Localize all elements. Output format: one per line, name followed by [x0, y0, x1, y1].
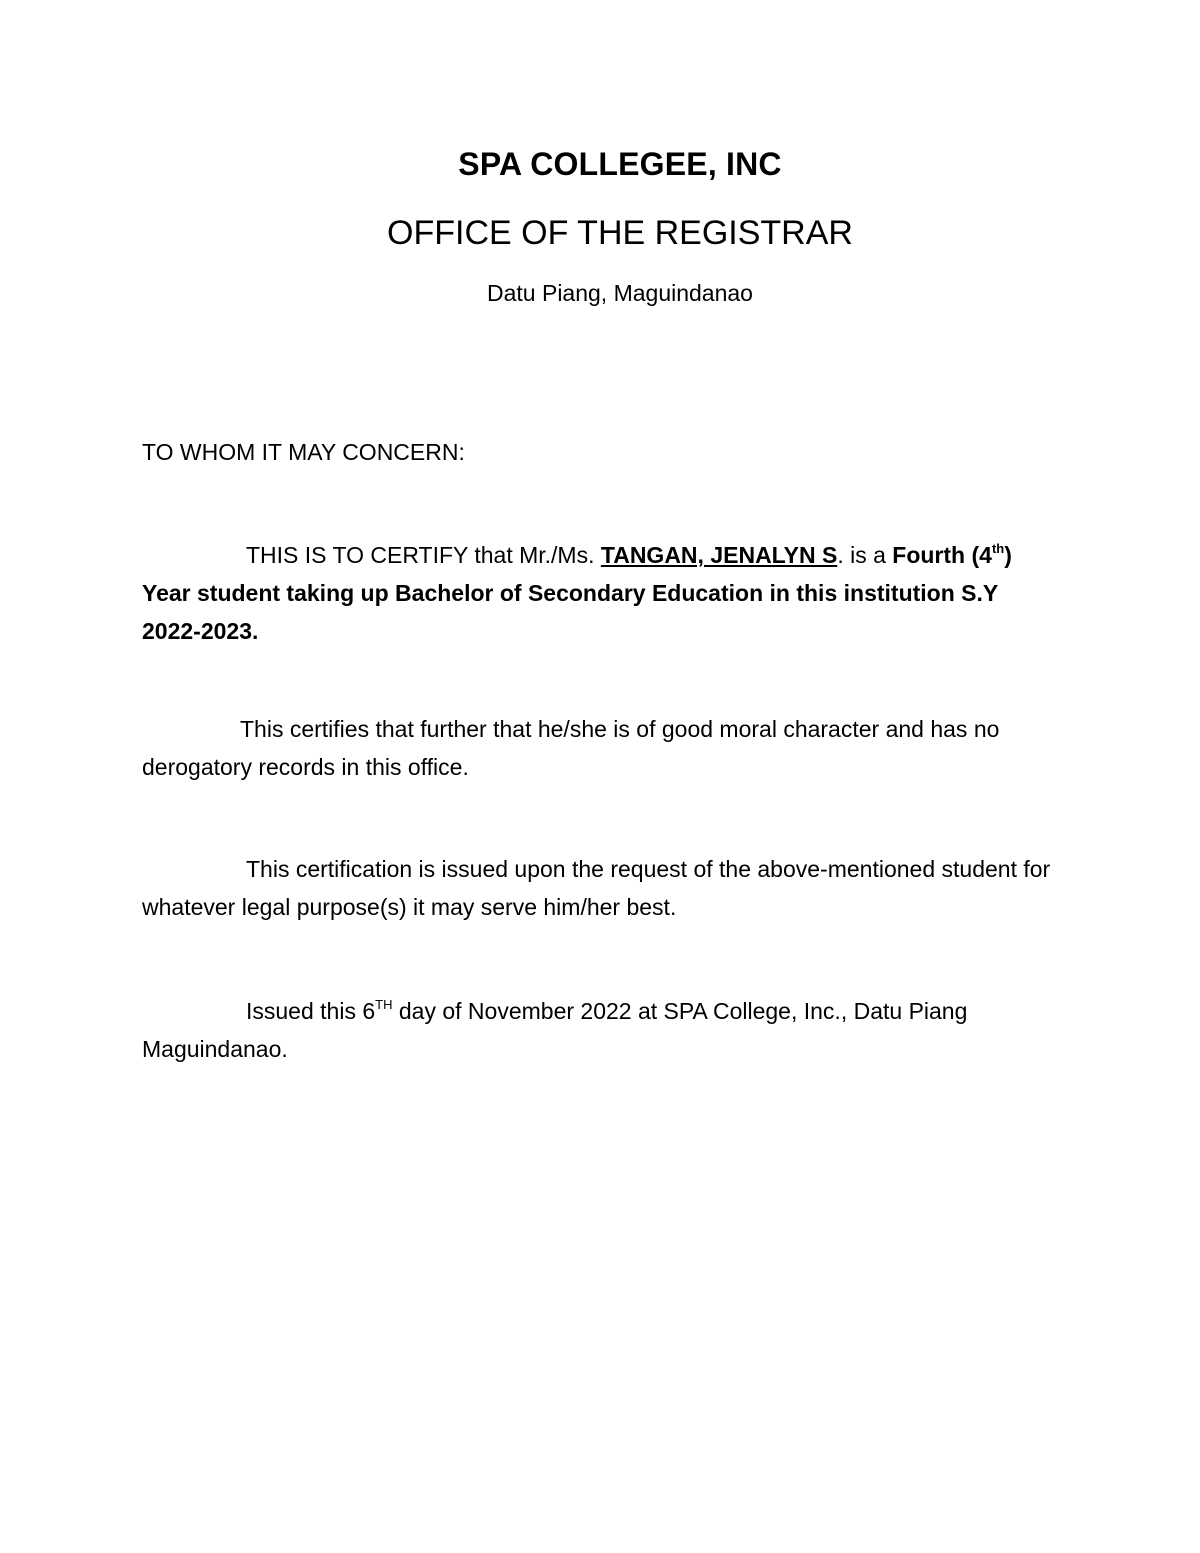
certify-lead: THIS IS TO CERTIFY that Mr./Ms. [246, 542, 601, 568]
year-level [892, 542, 1012, 568]
certify-paragraph [142, 536, 1052, 650]
issued-rest: day of November 2022 at SPA College, Inc., Datu Piang Maguindanao. [142, 998, 968, 1062]
office-name: OFFICE OF THE REGISTRAR [387, 214, 853, 252]
moral-paragraph [142, 710, 1052, 786]
student-name: TANGAN, JENALYN S [600, 542, 838, 568]
college-name: SPA COLLEGEE, INC [458, 146, 782, 182]
moral-text: This certifies that further that he/she is of good moral character and has no derogatory records in this office. [142, 716, 1000, 780]
issued-lead: Issued this 6 [246, 998, 376, 1024]
year-close: ) [1004, 542, 1012, 568]
purpose-paragraph [142, 850, 1052, 926]
course-text: Year student taking up Bachelor of Secondary Education in this institution S.Y 2022-2023. [142, 580, 998, 644]
salutation: TO WHOM IT MAY CONCERN: [142, 439, 465, 465]
office-address: Datu Piang, Maguindanao [487, 280, 753, 306]
certify-after-name: . is a [837, 542, 893, 568]
year-superscript: th [991, 541, 1005, 556]
issued-paragraph [142, 992, 1052, 1068]
year-word: Fourth (4 [892, 542, 992, 568]
issued-day-superscript: TH [375, 997, 393, 1012]
purpose-text: This certification is issued upon the request of the above-mentioned student for whatever legal purpose(s) it may serve him/her best. [142, 856, 1051, 920]
